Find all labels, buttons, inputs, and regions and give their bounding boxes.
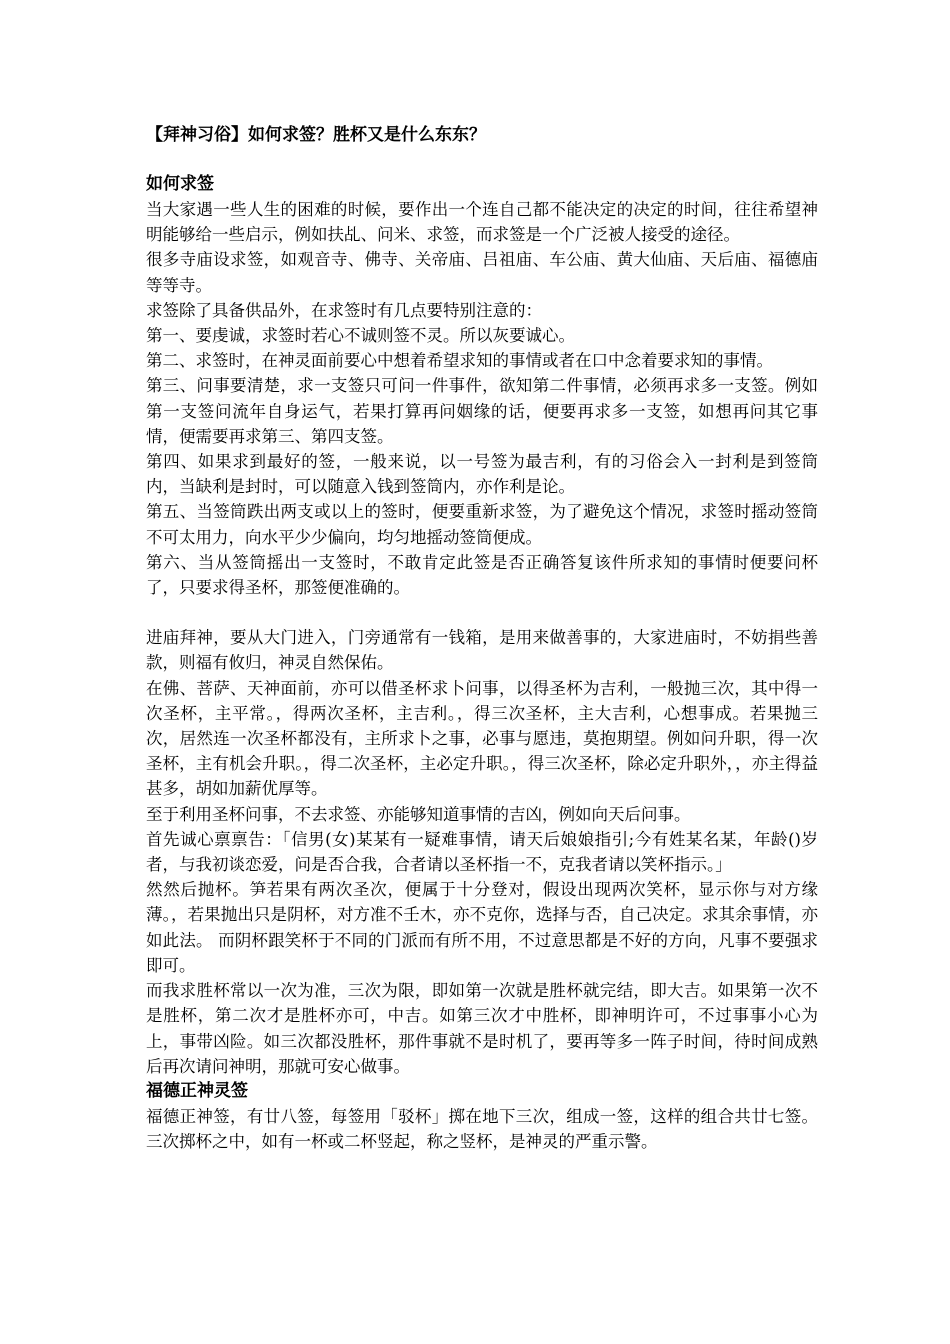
section-heading: 如何求签 bbox=[146, 174, 214, 194]
section-temple-worship bbox=[146, 625, 818, 1079]
blank-line bbox=[146, 600, 818, 625]
document-title: 【拜神习俗】如何求签？胜杯又是什么东东？ bbox=[146, 125, 486, 145]
paragraph: 第二、求签时，在神灵面前要心中想着希望求知的事情或者在口中念着要求知的事情。 bbox=[146, 351, 773, 371]
document-page bbox=[146, 122, 818, 1154]
paragraph: 求签除了具备供品外，在求签时有几点要特别注意的： bbox=[146, 300, 542, 320]
paragraph: 在佛、菩萨、天神面前，亦可以借圣杯求卜问事，以得圣杯为吉利，一般抛三次，其中得一次圣杯，主平常。，得两次圣杯，主吉利。，得三次圣杯，主大吉利，心想事成。若果抛三次，居然连一次圣杯都没有，主所求卜之事，必事与愿违，莫抱期望。例如问升职，得一次圣杯，主有机会升职。，得二次圣杯，主必定升职。，得三次圣杯，除必定升职外，，亦主得益甚多，胡如加薪优厚等。 bbox=[146, 678, 818, 799]
paragraph: 第四、如果求到最好的签，一般来说，以一号签为最吉利，有的习俗会入一封利是到签筒内，当缺利是封时，可以随意入钱到签筒内，亦作利是论。 bbox=[146, 452, 818, 497]
paragraph: 福德正神签，有廿八签，每签用「驳杯」掷在地下三次，组成一签，这样的组合共廿七签。三次掷杯之中，如有一杯或二杯竖起，称之竖杯，是神灵的严重示警。 bbox=[146, 1106, 818, 1152]
paragraph: 当大家遇一些人生的困难的时候，要作出一个连自己都不能决定的决定的时间，往往希望神明能够给一些启示，例如扶乩、问米、求签，而求签是一个广泛被人接受的途径。 bbox=[146, 200, 818, 245]
paragraph: 第六、当从签筒摇出一支签时，不敢肯定此签是否正确答复该件所求知的事情时便要问杯了，只要求得圣杯，那签便准确的。 bbox=[146, 552, 818, 598]
paragraph: 第一、要虔诚，求签时若心不诚则签不灵。所以灰要诚心。 bbox=[146, 326, 575, 346]
paragraph: 进庙拜神，要从大门进入，门旁通常有一钱箱，是用来做善事的，大家进庙时，不妨捐些善款，则福有攸归，神灵自然保佑。 bbox=[146, 628, 818, 673]
paragraph: 然然后抛杯。笋若果有两次圣次，便属于十分登对，假设出现两次笑杯，显示你与对方缘薄。，若果抛出只是阴杯，对方准不壬木，亦不克你，选择与否，自己决定。求其余事情，亦如此法。 而阴杯跟笑杯于不同的门派而有所不用，不过意思都是不好的方向，凡事不要强求即可。 bbox=[146, 880, 818, 975]
paragraph: 首先诚心禀禀告：「信男(女)某某有一疑难事情，请天后娘娘指引;今有姓某名某，年龄()岁者，与我初谈恋爱，问是否合我，合者请以圣杯指一不，克我者请以笑杯指示。」 bbox=[146, 829, 818, 875]
paragraph: 第三、问事要清楚，求一支签只可问一件事件，欲知第二件事情，必须再求多一支签。例如第一支签问流年自身运气，若果打算再问姻缘的话，便要再求多一支签，如想再问其它事情，便需要再求第三、第四支签。 bbox=[146, 376, 818, 446]
paragraph: 而我求胜杯常以一次为准，三次为限，即如第一次就是胜杯就完结，即大吉。如果第一次不是胜杯，第二次才是胜杯亦可，中吉。如第三次才中胜杯，即神明许可，不过事事小心为上，事带凶险。如三次都没胜杯，那件事就不是时机了，要再等多一阵子时间，待时间成熟后再次请问神明，那就可安心做事。 bbox=[146, 981, 818, 1076]
section-fude-lots bbox=[146, 1079, 818, 1154]
section-heading: 福德正神灵签 bbox=[146, 1080, 248, 1101]
section-how-to-draw-lots bbox=[146, 172, 818, 600]
paragraph: 至于利用圣杯问事，不去求签、亦能够知道事情的吉凶，例如向天后问事。 bbox=[146, 804, 691, 824]
paragraph: 第五、当签筒跌出两支或以上的签时，便要重新求签，为了避免这个情况，求签时摇动签筒不可太用力，向水平少少偏向，均匀地摇动签筒便成。 bbox=[146, 502, 818, 547]
paragraph: 很多寺庙设求签，如观音寺、佛寺、关帝庙、吕祖庙、车公庙、黄大仙庙、天后庙、福德庙等等寺。 bbox=[146, 250, 818, 295]
